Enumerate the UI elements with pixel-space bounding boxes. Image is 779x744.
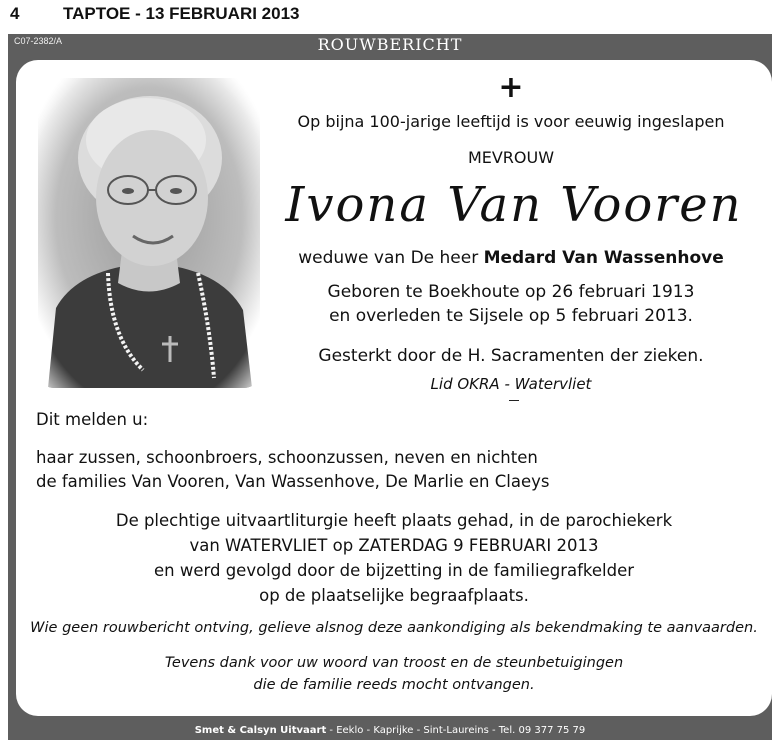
widow-line: [256, 248, 766, 268]
birth-line: Geboren te Boekhoute op 26 februari 1913: [327, 282, 695, 302]
deceased-name: Ivona Van Vooren: [285, 177, 743, 233]
ceremony-line-2: van WATERVLIET op ZATERDAG 9 FEBRUARI 2013: [189, 536, 599, 555]
ad-reference: C07-2382/A: [14, 36, 63, 46]
newspaper-header: [0, 2, 779, 28]
family-line-1: haar zussen, schoonbroers, schoonzussen, neven en nichten: [36, 448, 538, 467]
divider-dash: [509, 400, 519, 401]
no-notice-line: Wie geen rouwbericht ontving, gelieve alsnog deze aankondiging als bekendmaking te aanvaarden.: [30, 620, 758, 636]
salutation: MEVROUW: [467, 148, 555, 167]
spouse-name: Medard Van Wassenhove: [483, 248, 724, 268]
funeral-home-name: Smet & Calsyn Uitvaart: [194, 725, 327, 736]
page-number: 4: [10, 4, 20, 23]
sacraments-line: Gesterkt door de H. Sacramenten der zieken.: [318, 346, 704, 366]
portrait-photo: [38, 78, 260, 388]
obituary-card: [16, 60, 772, 716]
ceremony-block: [16, 508, 772, 608]
ceremony-line-1: De plechtige uitvaartliturgie heeft plaats gehad, in de parochiekerk: [115, 511, 673, 530]
ceremony-line-3: en werd gevolgd door de bijzetting in de familiegrafkelder: [153, 561, 635, 580]
funeral-home-details: - Eeklo - Kaprijke - Sint-Laureins - Tel. 09 377 75 79: [326, 725, 586, 736]
widow-prefix: weduwe van De heer: [298, 248, 484, 268]
funeral-home-footer: [8, 725, 772, 736]
obituary-frame: [8, 34, 772, 740]
announce-text: Dit melden u:: [36, 410, 149, 429]
thanks-block: [16, 652, 772, 696]
cross-symbol: +: [498, 70, 524, 105]
thanks-line-1: Tevens dank voor uw woord van troost en de steunbetuigingen: [164, 655, 624, 671]
ceremony-line-4: op de plaatselijke begraafplaats.: [259, 586, 529, 605]
thanks-line-2: die de familie reeds mocht ontvangen.: [253, 677, 535, 693]
family-line-2: de families Van Vooren, Van Wassenhove, De Marlie en Claeys: [36, 472, 550, 491]
ad-title: ROUWBERICHT: [317, 35, 463, 54]
newspaper-title: TAPTOE - 13 FEBRUARI 2013: [63, 4, 300, 23]
membership-line: Lid OKRA - Watervliet: [430, 375, 592, 393]
intro-text: Op bijna 100-jarige leeftijd is voor eeuwig ingeslapen: [297, 112, 725, 131]
death-line: en overleden te Sijsele op 5 februari 2013.: [329, 306, 693, 326]
